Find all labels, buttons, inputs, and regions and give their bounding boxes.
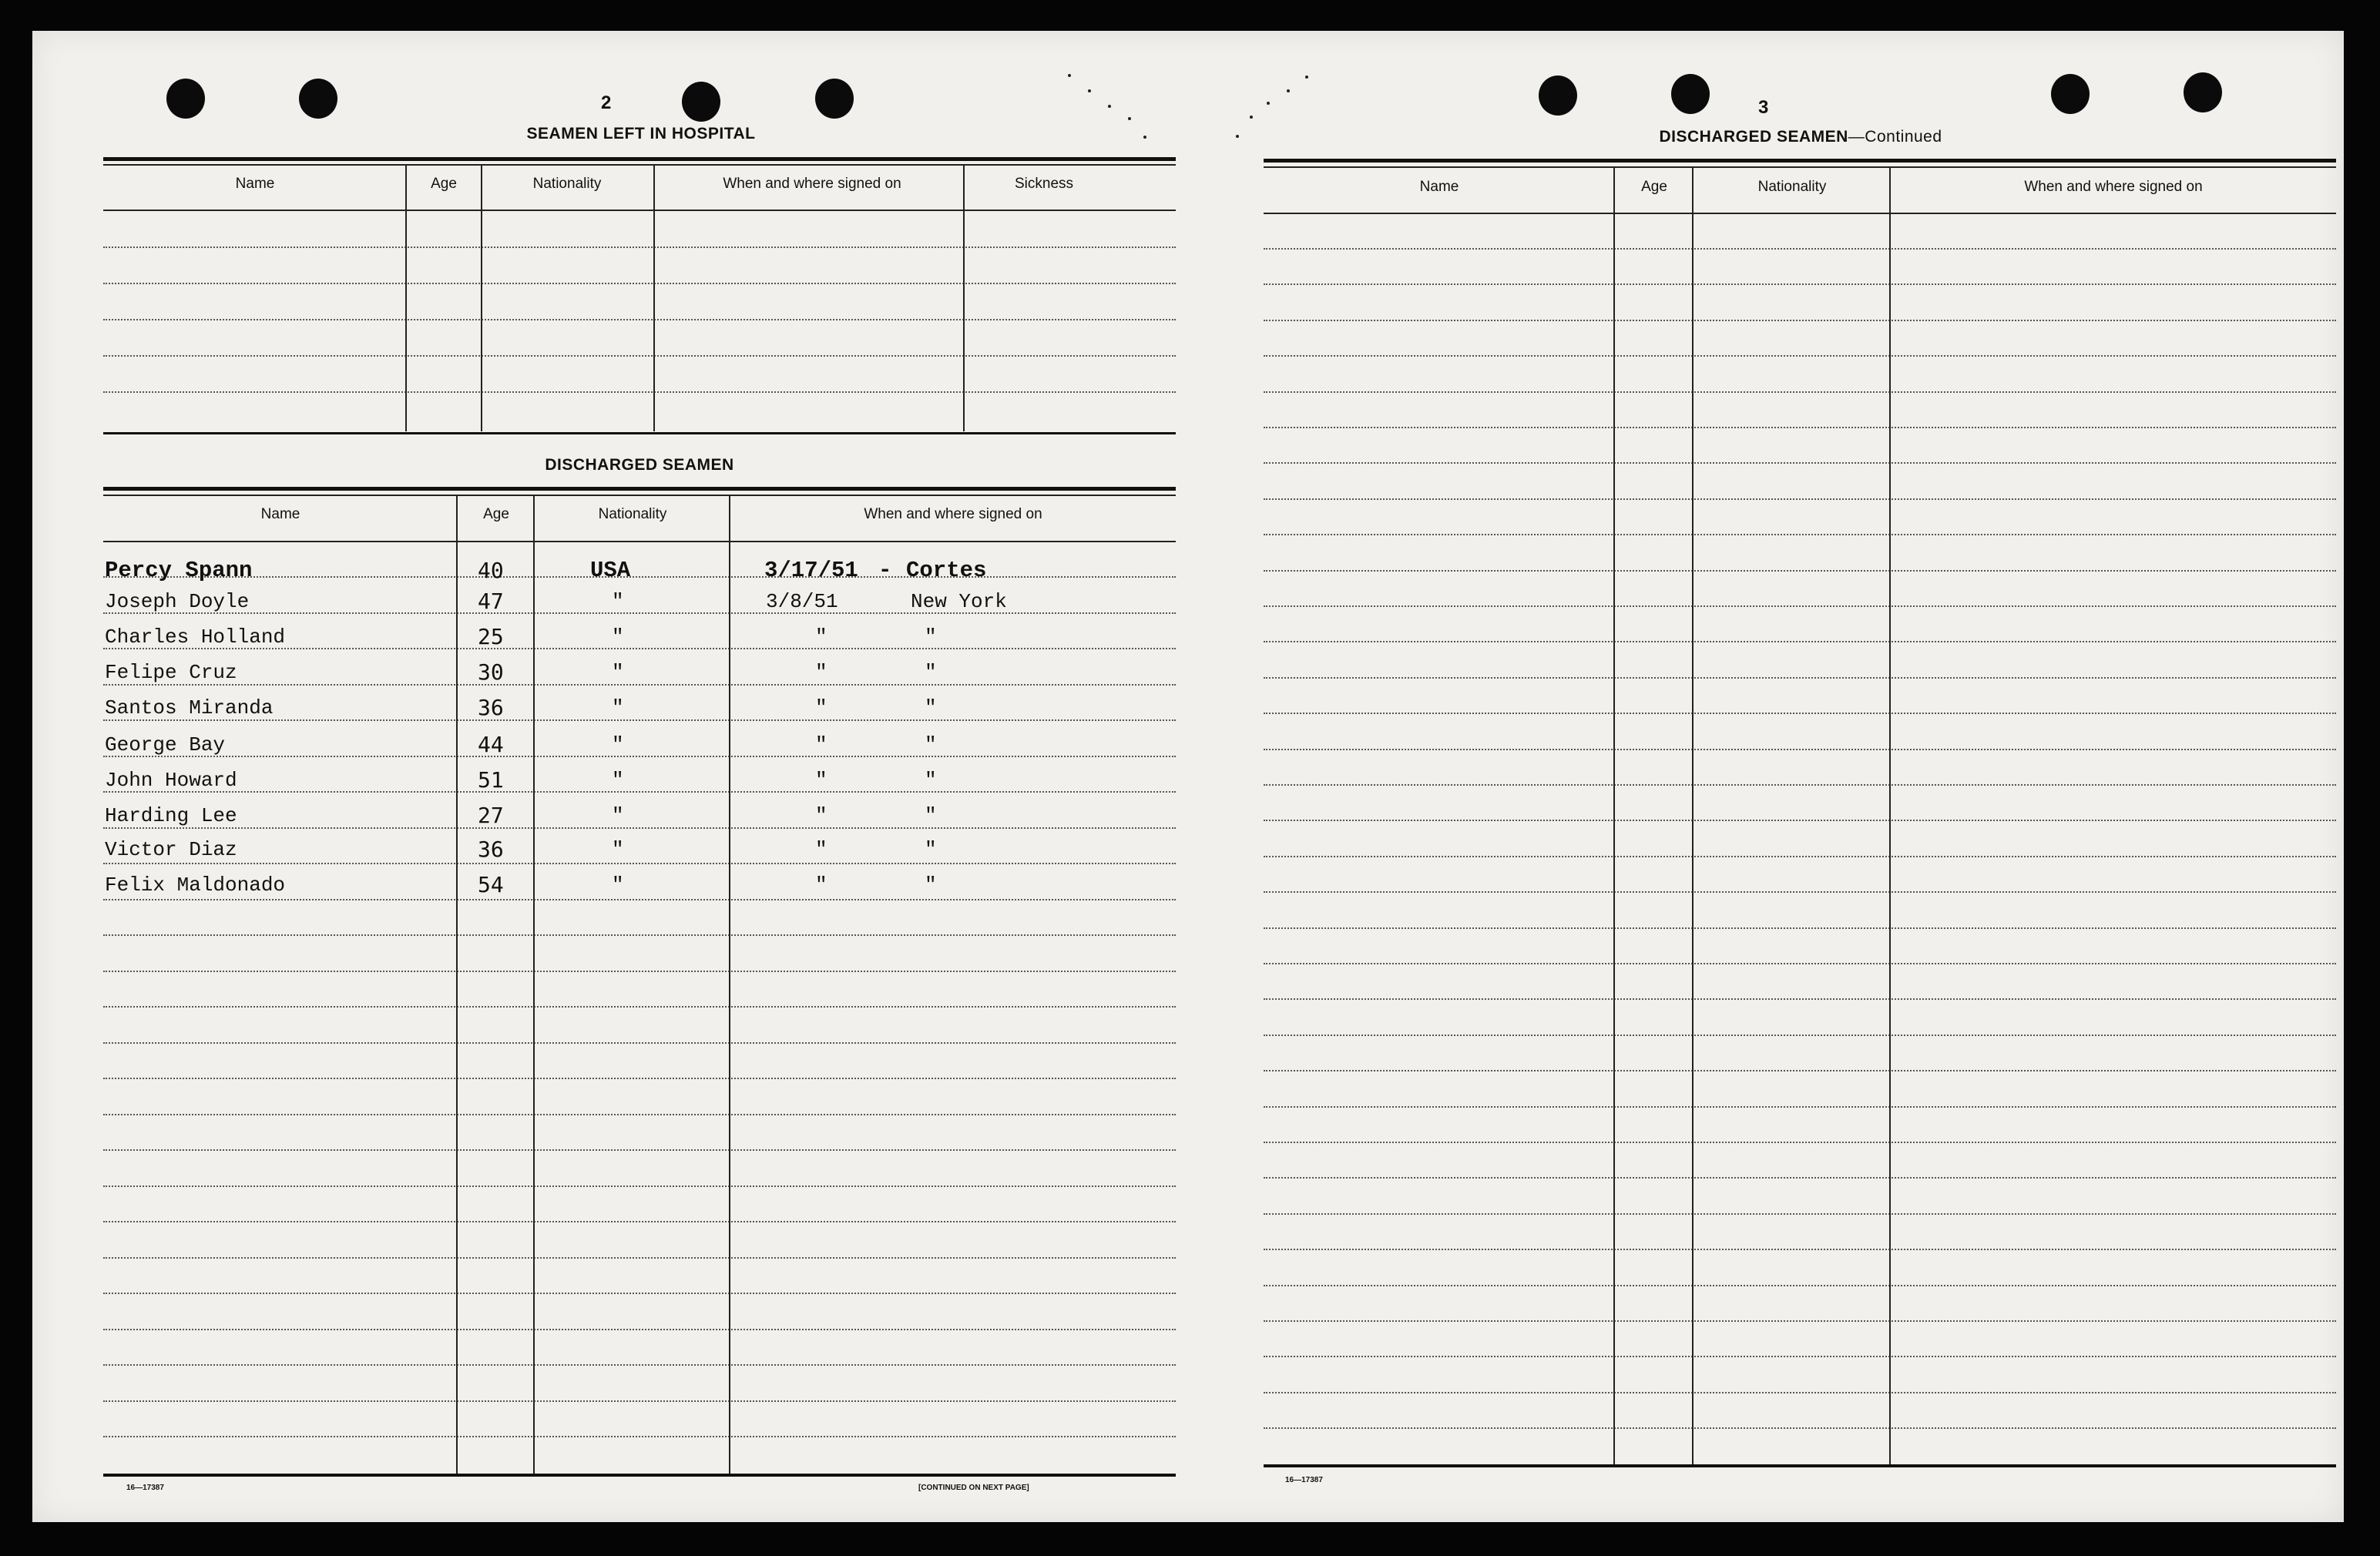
row-rule bbox=[103, 1185, 1176, 1187]
row-rule bbox=[103, 863, 1176, 864]
seaman-age: 40 bbox=[478, 558, 504, 583]
table-top-rule bbox=[1264, 159, 2336, 163]
column-divider bbox=[1692, 167, 1694, 1464]
row-rule bbox=[103, 1400, 1176, 1402]
col-header-age: Age bbox=[1641, 179, 1667, 195]
row-rule bbox=[1264, 462, 2336, 464]
seaman-name: Felipe Cruz bbox=[105, 661, 237, 684]
col-header-name: Name bbox=[235, 176, 275, 192]
title-main: DISCHARGED SEAMEN bbox=[1659, 128, 1848, 146]
seaman-name: Joseph Doyle bbox=[105, 590, 250, 613]
row-rule bbox=[103, 1149, 1176, 1151]
seaman-nationality: " bbox=[612, 838, 624, 861]
column-divider bbox=[963, 165, 965, 431]
row-rule bbox=[103, 1006, 1176, 1008]
row-rule bbox=[1264, 1142, 2336, 1143]
signed-on-place: Cortes bbox=[906, 558, 987, 583]
row-rule bbox=[1264, 1320, 2336, 1322]
row-rule bbox=[1264, 1285, 2336, 1286]
seaman-age: 44 bbox=[478, 732, 504, 757]
punch-hole bbox=[1539, 75, 1577, 116]
row-rule bbox=[1264, 1213, 2336, 1215]
row-rule bbox=[103, 391, 1176, 393]
seaman-age: 36 bbox=[478, 695, 504, 720]
col-header-age: Age bbox=[431, 176, 457, 192]
seaman-nationality: " bbox=[612, 733, 624, 756]
punch-hole bbox=[2051, 74, 2090, 114]
row-rule bbox=[103, 246, 1176, 248]
col-header-name: Name bbox=[1419, 179, 1459, 195]
seaman-nationality: " bbox=[612, 804, 624, 827]
seaman-age: 25 bbox=[478, 624, 504, 649]
row-rule bbox=[1264, 1070, 2336, 1071]
col-header-sickness: Sickness bbox=[1014, 176, 1074, 192]
row-rule bbox=[1264, 391, 2336, 393]
row-rule bbox=[103, 1257, 1176, 1259]
row-rule bbox=[1264, 427, 2336, 428]
row-rule bbox=[103, 1114, 1176, 1115]
col-header-nationality: Nationality bbox=[532, 176, 602, 192]
row-rule bbox=[1264, 570, 2336, 572]
seaman-name: John Howard bbox=[105, 769, 237, 792]
seaman-nationality: " bbox=[612, 696, 624, 719]
seaman-age: 30 bbox=[478, 659, 504, 685]
row-rule bbox=[103, 719, 1176, 721]
page-number-left: 2 bbox=[601, 92, 612, 113]
row-rule bbox=[103, 1364, 1176, 1366]
seaman-name: Santos Miranda bbox=[105, 696, 274, 719]
table-top-rule bbox=[103, 487, 1176, 491]
signed-on-date: 3/8/51 bbox=[766, 590, 838, 613]
col-header-nationality: Nationality bbox=[598, 506, 667, 522]
seaman-nationality: " bbox=[612, 625, 624, 649]
discharged-bottom-rule bbox=[103, 1474, 1176, 1477]
row-rule bbox=[1264, 320, 2336, 321]
signed-on-date: " bbox=[815, 733, 827, 756]
row-rule bbox=[1264, 1177, 2336, 1179]
signed-on-place: " bbox=[925, 769, 937, 792]
seaman-name: Felix Maldonado bbox=[105, 874, 286, 897]
perforation-dot bbox=[1108, 105, 1111, 108]
punch-hole bbox=[815, 79, 854, 119]
column-divider bbox=[1613, 167, 1615, 1464]
col-header-nationality: Nationality bbox=[1757, 179, 1827, 195]
column-divider bbox=[481, 165, 482, 431]
seaman-age: 47 bbox=[478, 589, 504, 614]
discharged-section-title: DISCHARGED SEAMEN bbox=[545, 456, 734, 474]
seaman-name: Victor Diaz bbox=[105, 838, 237, 861]
seaman-name: Charles Holland bbox=[105, 625, 286, 649]
signed-on-date: " bbox=[815, 874, 827, 897]
row-rule bbox=[1264, 248, 2336, 250]
row-rule bbox=[103, 612, 1176, 614]
perforation-dot bbox=[1267, 102, 1270, 105]
row-rule bbox=[1264, 820, 2336, 821]
table-top-rule bbox=[103, 157, 1176, 161]
form-number-left: 16—17387 bbox=[126, 1484, 164, 1492]
row-rule bbox=[103, 791, 1176, 793]
row-rule bbox=[1264, 641, 2336, 642]
signed-on-place: " bbox=[925, 804, 937, 827]
column-divider bbox=[533, 495, 535, 1474]
seaman-nationality: " bbox=[612, 874, 624, 897]
signed-on-date: " bbox=[815, 838, 827, 861]
row-rule bbox=[103, 1293, 1176, 1294]
signed-on-place: " bbox=[925, 874, 937, 897]
column-divider bbox=[729, 495, 730, 1474]
perforation-dot bbox=[1305, 75, 1308, 79]
punch-hole bbox=[1671, 74, 1710, 114]
row-rule bbox=[103, 827, 1176, 829]
title-suffix: —Continued bbox=[1848, 128, 1942, 146]
perforation-dot bbox=[1250, 116, 1253, 119]
table-rule bbox=[103, 495, 1176, 496]
header-underline bbox=[1264, 213, 2336, 214]
row-rule bbox=[103, 319, 1176, 320]
row-rule bbox=[1264, 677, 2336, 679]
seaman-age: 27 bbox=[478, 803, 504, 828]
signed-on-separator: - bbox=[878, 558, 892, 583]
signed-on-date: " bbox=[815, 696, 827, 719]
signed-on-place: New York bbox=[911, 590, 1007, 613]
row-rule bbox=[1264, 713, 2336, 714]
signed-on-date: " bbox=[815, 769, 827, 792]
row-rule bbox=[1264, 1035, 2336, 1036]
continued-section-title bbox=[1265, 128, 2336, 146]
row-rule bbox=[103, 1042, 1176, 1044]
seaman-nationality: USA bbox=[590, 558, 631, 583]
row-rule bbox=[1264, 283, 2336, 285]
header-underline bbox=[103, 210, 1176, 211]
row-rule bbox=[103, 1078, 1176, 1079]
hospital-section-title: SEAMEN LEFT IN HOSPITAL bbox=[526, 125, 756, 143]
col-header-name: Name bbox=[260, 506, 300, 522]
perforation-dot bbox=[1287, 89, 1290, 92]
signed-on-date: " bbox=[815, 661, 827, 684]
punch-hole bbox=[682, 82, 720, 122]
punch-hole bbox=[2184, 72, 2222, 112]
seaman-age: 51 bbox=[478, 767, 504, 793]
signed-on-place: " bbox=[925, 838, 937, 861]
seaman-name: Percy Spann bbox=[105, 558, 253, 583]
signed-on-place: " bbox=[925, 625, 937, 649]
punch-hole bbox=[299, 79, 337, 119]
col-header-age: Age bbox=[483, 506, 509, 522]
row-rule bbox=[1264, 498, 2336, 500]
seaman-nationality: " bbox=[612, 590, 624, 613]
col-header-signed-on: When and where signed on bbox=[723, 176, 901, 192]
col-header-signed-on: When and where signed on bbox=[864, 506, 1042, 522]
column-divider bbox=[653, 165, 655, 431]
row-rule bbox=[103, 1221, 1176, 1222]
signed-on-place: " bbox=[925, 733, 937, 756]
seaman-name: Harding Lee bbox=[105, 804, 237, 827]
row-rule bbox=[1264, 749, 2336, 750]
signed-on-place: " bbox=[925, 661, 937, 684]
row-rule bbox=[1264, 891, 2336, 893]
row-rule bbox=[103, 283, 1176, 284]
signed-on-place: " bbox=[925, 696, 937, 719]
document-sheet bbox=[32, 31, 2344, 1522]
perforation-dot bbox=[1088, 89, 1091, 92]
perforation-dot bbox=[1128, 117, 1131, 120]
table-rule bbox=[103, 164, 1176, 166]
continued-note: [CONTINUED ON NEXT PAGE] bbox=[918, 1484, 1029, 1492]
signed-on-date: " bbox=[815, 804, 827, 827]
row-rule bbox=[1264, 605, 2336, 607]
row-rule bbox=[103, 576, 1176, 578]
signed-on-date: " bbox=[815, 625, 827, 649]
row-rule bbox=[1264, 1356, 2336, 1357]
form-number-right: 16—17387 bbox=[1285, 1476, 1323, 1484]
page-number-right: 3 bbox=[1758, 97, 1769, 118]
row-rule bbox=[1264, 784, 2336, 786]
row-rule bbox=[1264, 534, 2336, 535]
column-divider bbox=[456, 495, 458, 1474]
row-rule bbox=[1264, 1106, 2336, 1108]
perforation-dot bbox=[1236, 135, 1239, 138]
row-rule bbox=[103, 684, 1176, 686]
row-rule bbox=[1264, 1392, 2336, 1393]
row-rule bbox=[103, 971, 1176, 972]
header-underline bbox=[103, 541, 1176, 542]
seaman-age: 54 bbox=[478, 872, 504, 897]
row-rule bbox=[103, 899, 1176, 900]
perforation-dot bbox=[1068, 74, 1071, 77]
row-rule bbox=[1264, 856, 2336, 857]
row-rule bbox=[1264, 998, 2336, 1000]
row-rule bbox=[1264, 355, 2336, 357]
column-divider bbox=[405, 165, 407, 431]
seaman-nationality: " bbox=[612, 661, 624, 684]
seaman-nationality: " bbox=[612, 769, 624, 792]
seaman-age: 36 bbox=[478, 837, 504, 862]
row-rule bbox=[1264, 1249, 2336, 1250]
row-rule bbox=[1264, 963, 2336, 964]
col-header-signed-on: When and where signed on bbox=[2024, 179, 2203, 195]
row-rule bbox=[103, 1436, 1176, 1437]
signed-on-date: 3/17/51 bbox=[764, 558, 858, 583]
seaman-name: George Bay bbox=[105, 733, 226, 756]
hospital-bottom-rule bbox=[103, 432, 1176, 434]
punch-hole bbox=[166, 79, 205, 119]
row-rule bbox=[1264, 927, 2336, 929]
row-rule bbox=[103, 355, 1176, 357]
row-rule bbox=[1264, 1427, 2336, 1429]
table-rule bbox=[1264, 166, 2336, 168]
row-rule bbox=[103, 1329, 1176, 1330]
column-divider bbox=[1889, 167, 1891, 1464]
row-rule bbox=[103, 756, 1176, 757]
continued-bottom-rule bbox=[1264, 1464, 2336, 1467]
row-rule bbox=[103, 934, 1176, 936]
